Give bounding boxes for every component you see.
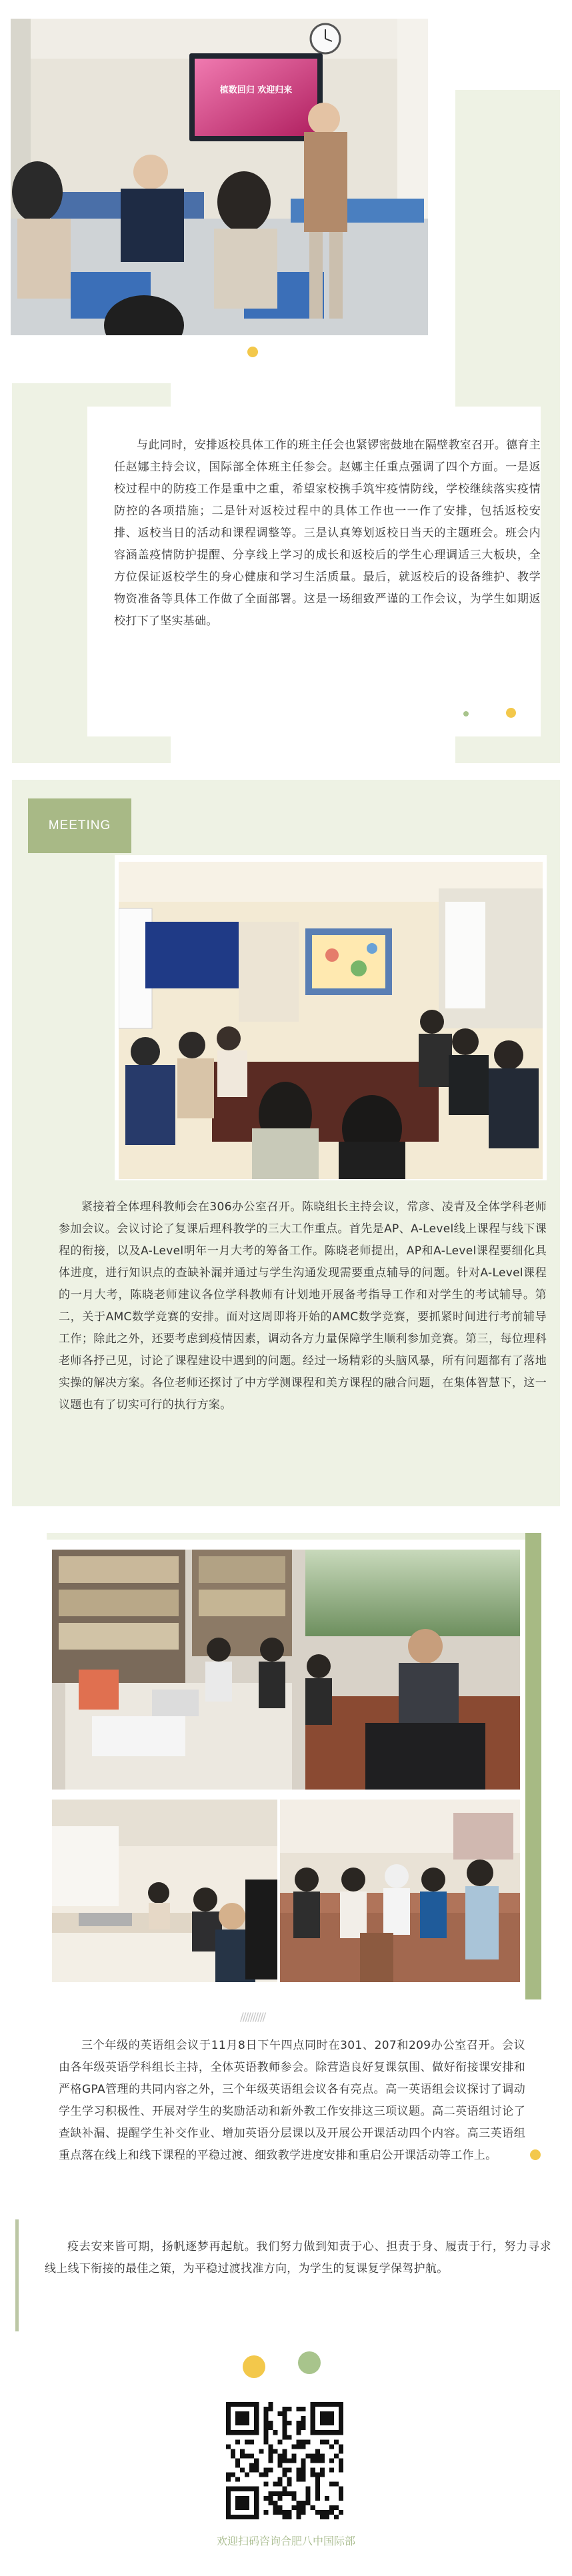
- english-teachers-photo-right: [280, 1800, 520, 1982]
- green-dot-closing: [298, 2351, 321, 2374]
- closing-vertical-accent-bar: [15, 2219, 19, 2331]
- yellow-dot-decoration: [247, 347, 258, 357]
- closing-paragraph: 疫去安来皆可期，扬帆逐梦再起航。我们努力做到知责于心、担责于身、履责于行，努力寻求线上线下衔接的最佳之策，为平稳过渡找准方向，为学生的复课复学保驾护航。: [45, 2240, 551, 2275]
- english-group-office-photo: [52, 1550, 520, 1790]
- classroom-meeting-photo: [11, 19, 428, 335]
- section1-paragraph: 与此同时，安排返校具体工作的班主任会也紧锣密鼓地在隔壁教室召开。德育主任赵娜主持会议，国际部全体班主任参会。赵娜主任重点强调了四个方面。一是返校过程中的防疫工作是重中之重，希望家校携手筑牢疫情防线，学校继续落实疫情防控的各项措施；二是针对返校过程中的具体工作也一一作了安排，包括返校安排、返校当日的活动和课程调整等。三是认真筹划返校日当天的主题班会。班会内容涵盖疫情防护提醒、分享线上学习的成长和返校后的学生心理调适三大板块，全方位保证返校学生的身心健康和学习生活质量。最后，就返校后的设备维护、教学物资准备等具体工作做了全面部署。这是一场细致严谨的工作会议，为学生如期返校打下了坚实基础。: [114, 439, 541, 628]
- qr-code[interactable]: [226, 2402, 343, 2519]
- english-teachers-photo-left: [52, 1800, 277, 1982]
- small-green-dot: [463, 711, 469, 716]
- yellow-dot-section3: [530, 2149, 541, 2160]
- section3-vertical-accent-bar: [525, 1533, 541, 1999]
- section3-paragraph: 三个年级的英语组会议于11月8日下午四点同时在301、207和209办公室召开。会议由各年级英语学科组长主持，全体英语教师参会。除营造良好复课氛围、做好衔接课安排和严格GPA管理的共同内容之外，三个年级英语组会议各有亮点。高一英语组会议探讨了调动学生学习积极性、开展对学生的奖励活动和新外教工作安排这三项议题。高二英语组讨论了查缺补漏、提醒学生补交作业、增加英语分层课以及开展公开课活动四个内容。高三英语组重点落在线上和线下课程的平稳过渡、细致教学进度安排和重启公开课活动等工作上。: [59, 2039, 525, 2162]
- section2-paragraph: 紧接着全体理科教师会在306办公室召开。陈晓组长主持会议，常彦、凌青及全体学科老师参加会议。会议讨论了复课后理科教学的三大工作重点。首先是AP、A-Level线上课程与线下课程的衔接，以及A-Level明年一月大考的筹备工作。陈晓老师提出，AP和A-Level课程要细化具体进度，进行知识点的查缺补漏并通过与学生沟通发现需要重点辅导的问题。针对A-Level课程的一月大考，陈晓老师建议各位学科教师有计划地开展备考指导工作和对学生的考试辅导。第二，关于AMC数学竞赛的安排。面对这周即将开始的AMC数学竞赛，要抓紧时间进行考前辅导工作；除此之外，还要考虑到疫情因素，调动各方力量保障学生顺利参加竞赛。第三，每位理科老师各抒己见，讨论了课程建设中遇到的问题。经过一场精彩的头脑风暴，所有问题都有了落地实操的解决方案。各位老师还探讨了中方学测课程和美方课程的融合问题，在集体智慧下，这一议题也有了切实可行的执行方案。: [59, 1200, 547, 1412]
- footer-caption: 欢迎扫码咨询合肥八中国际部: [216, 2535, 355, 2547]
- tv-screen-caption: 植数回归 欢迎归来: [219, 85, 293, 95]
- yellow-dot-closing: [243, 2355, 265, 2378]
- meeting-tag: MEETING: [28, 798, 131, 853]
- slash-divider: //////////: [240, 2011, 265, 2024]
- yellow-dot-right: [506, 708, 516, 718]
- science-teachers-meeting-photo: [119, 862, 543, 1179]
